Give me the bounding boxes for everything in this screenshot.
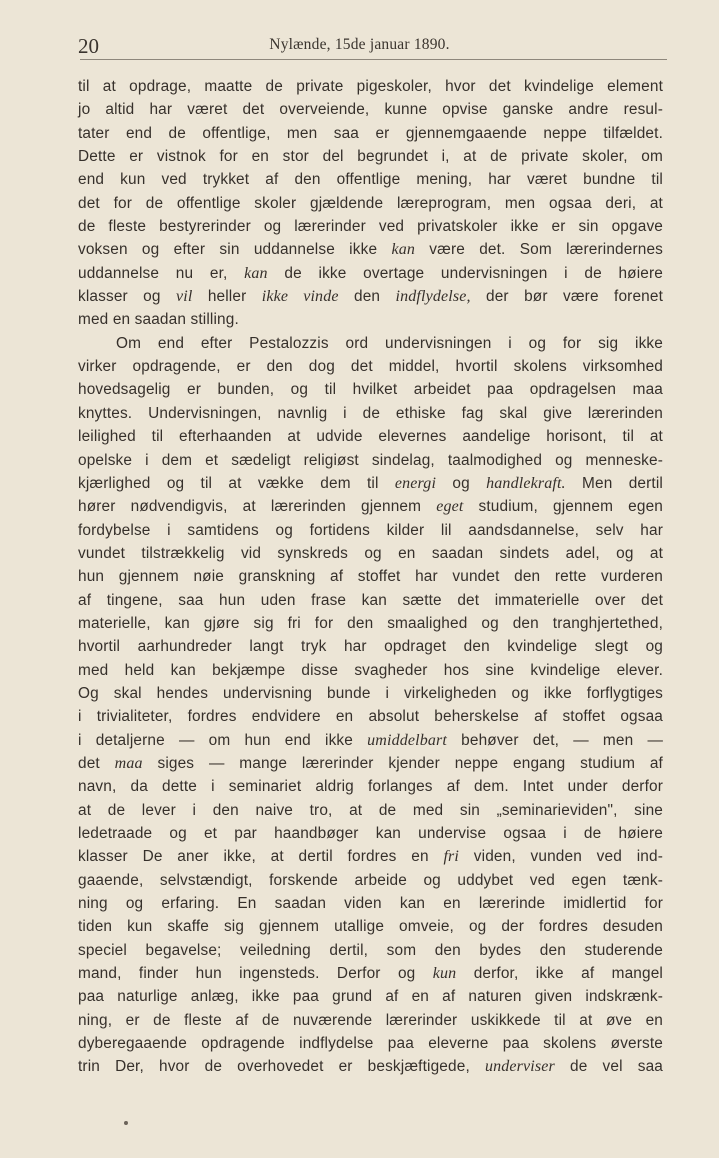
text-span: det bbox=[78, 754, 115, 772]
text-span: materielle, kan gjøre sig fri for den smaalighed og den tranghjertethed, bbox=[78, 614, 663, 632]
text-span: kjærlighed og til at vække dem til bbox=[78, 474, 395, 492]
text-span: leilighed til efterhaanden at udvide elevernes aandelige horisont, til at bbox=[78, 428, 663, 446]
text-span: mand, finder hun ingensteds. Derfor og bbox=[78, 965, 433, 983]
italic-span: umiddelbart bbox=[367, 731, 448, 749]
text-line bbox=[78, 985, 663, 1008]
text-span: i trivialiteter, fordres endvidere en absolut beherskelse af stoffet ogsaa bbox=[78, 708, 663, 726]
text-line bbox=[78, 565, 663, 588]
text-line bbox=[78, 542, 663, 565]
text-span: jo altid har været det overveiende, kunne opvise ganske andre resul- bbox=[78, 101, 663, 119]
text-span: i detaljerne — om hun end ikke bbox=[78, 731, 368, 749]
text-span: Om end efter Pestalozzis ord undervisningen i og for sig ikke bbox=[116, 334, 663, 352]
text-span: navn, da dette i seminariet aldrig forlanges af dem. Intet under derfor bbox=[78, 778, 663, 796]
text-span: der bør være forenet bbox=[470, 288, 663, 306]
text-span: fordybelse i samtidens og fortidens kilder lil aandsdannelse, selv har bbox=[78, 521, 663, 539]
text-span: ning og erfaring. En saadan viden kan en lærerinde imidlertid for bbox=[78, 895, 663, 913]
text-span: gaaende, selvstændigt, forskende arbeide og uddybet ved egen tænk- bbox=[78, 871, 663, 889]
italic-span: vil bbox=[175, 288, 193, 306]
text-line bbox=[78, 752, 663, 775]
text-span: dyberegaaende opdragende indflydelse paa eleverne paa skolens øverste bbox=[78, 1035, 663, 1053]
text-line bbox=[78, 98, 663, 121]
text-span: behøver det, — men — bbox=[447, 731, 663, 749]
italic-span: underviser bbox=[484, 1058, 555, 1076]
text-line bbox=[78, 192, 663, 215]
text-line bbox=[78, 378, 663, 401]
text-line bbox=[78, 425, 663, 448]
italic-span: indflydelse, bbox=[395, 288, 471, 306]
text-span: Og skal hendes undervisning bunde i virkeligheden og ikke forflygtiges bbox=[78, 684, 663, 702]
text-line bbox=[78, 845, 663, 868]
text-span: med en saadan stilling. bbox=[78, 311, 239, 329]
text-span: uddannelse nu er, bbox=[78, 264, 245, 282]
text-span: voksen og efter sin uddannelse ikke bbox=[78, 241, 392, 259]
text-span: den bbox=[338, 288, 396, 306]
text-line bbox=[78, 308, 663, 331]
text-span: af tingene, saa hun uden frase kan sætte det immaterielle over det bbox=[78, 591, 663, 609]
text-span: de ikke overtage undervisningen i de høiere bbox=[267, 264, 663, 282]
text-line bbox=[78, 495, 663, 518]
text-span: de vel saa bbox=[554, 1058, 663, 1076]
text-line bbox=[78, 238, 663, 261]
text-line bbox=[78, 519, 663, 542]
italic-span: ikke vinde bbox=[261, 288, 339, 306]
text-line bbox=[78, 1055, 663, 1078]
italic-span: energi bbox=[394, 474, 437, 492]
italic-span: fri bbox=[443, 848, 460, 866]
text-span: vundet tilstrækkelig vid synskreds og en saadan sindets adel, og at bbox=[78, 544, 663, 562]
text-line bbox=[78, 705, 663, 728]
text-line bbox=[78, 1009, 663, 1032]
text-line bbox=[78, 1032, 663, 1055]
text-line bbox=[78, 285, 663, 308]
italic-span: handlekraft. bbox=[486, 474, 566, 492]
text-span: virker opdragende, er den dog det middel, hvortil skolens virksomhed bbox=[78, 358, 663, 376]
italic-span: maa bbox=[114, 754, 143, 772]
text-span: siges — mange lærerinder kjender neppe engang studium af bbox=[142, 754, 663, 772]
text-line bbox=[78, 355, 663, 378]
text-line bbox=[78, 75, 663, 98]
text-span: studium, gjennem egen bbox=[463, 498, 663, 516]
text-span: speciel begavelse; veiledning dertil, som den bydes den studerende bbox=[78, 941, 663, 959]
text-span: hun gjennem nøie granskning af stoffet har vundet den rette vurderen bbox=[78, 568, 663, 586]
italic-span: kun bbox=[432, 965, 457, 983]
text-span: Dette er vistnok for en stor del begrundet i, at de private skoler, om bbox=[78, 148, 663, 166]
text-span: opelske i dem et sædeligt religiøst sindelag, taalmodighed og menneske- bbox=[78, 451, 663, 469]
text-line bbox=[78, 915, 663, 938]
italic-span: eget bbox=[436, 498, 464, 516]
running-head: Nylænde, 15de januar 1890. bbox=[269, 36, 450, 53]
text-span: heller bbox=[192, 288, 262, 306]
text-line bbox=[78, 822, 663, 845]
text-line bbox=[78, 775, 663, 798]
text-span: ning, er de fleste af de nuværende lærerinder uskikkede til at øve en bbox=[78, 1011, 663, 1029]
body-text bbox=[78, 75, 663, 1079]
text-line bbox=[78, 449, 663, 472]
text-span: at de lever i den naive tro, at de med sin „seminarieviden", sine bbox=[78, 801, 663, 819]
text-span: paa naturlige anlæg, ikke paa grund af en af naturen given indskrænk- bbox=[78, 988, 663, 1006]
text-span: derfor, ikke af mangel bbox=[456, 965, 663, 983]
text-line bbox=[78, 589, 663, 612]
text-line bbox=[78, 402, 663, 425]
italic-span: kan bbox=[391, 241, 415, 259]
text-line bbox=[78, 215, 663, 238]
text-line bbox=[78, 262, 663, 285]
text-span: klasser og bbox=[78, 288, 176, 306]
text-line bbox=[78, 332, 663, 355]
text-span: trin Der, hvor de overhovedet er beskjæftigede, bbox=[78, 1058, 485, 1076]
text-span: det for de offentlige skoler gjældende læreprogram, men ogsaa deri, at bbox=[78, 194, 663, 212]
text-line bbox=[78, 799, 663, 822]
text-line bbox=[78, 145, 663, 168]
text-line bbox=[78, 612, 663, 635]
text-span: tater end de offentlige, men saa er gjennemgaaende neppe tilfældet. bbox=[78, 124, 663, 142]
text-span: tiden kun skaffe sig gjennem utallige omveie, og der fordres desuden bbox=[78, 918, 663, 936]
italic-span: kan bbox=[244, 264, 268, 282]
header-rule bbox=[80, 59, 667, 60]
ink-speck bbox=[124, 1121, 128, 1125]
text-line bbox=[78, 962, 663, 985]
text-span: til at opdrage, maatte de private pigeskoler, hvor det kvindelige element bbox=[78, 78, 663, 95]
text-span: hvortil aarhundreder langt tryk har opdraget den kvindelige slegt og bbox=[78, 638, 663, 656]
text-line bbox=[78, 659, 663, 682]
text-span: hører nødvendigvis, at lærerinden gjennem bbox=[78, 498, 437, 516]
text-line bbox=[78, 869, 663, 892]
text-span: Men dertil bbox=[565, 474, 663, 492]
text-line bbox=[78, 122, 663, 145]
text-span: knyttes. Undervisningen, navnlig i de ethiske fag skal give lærerinden bbox=[78, 404, 663, 422]
text-span: klasser De aner ikke, at dertil fordres en bbox=[78, 848, 444, 866]
page-number: 20 bbox=[78, 34, 99, 58]
text-line bbox=[78, 892, 663, 915]
text-span: med held kan bekjæmpe disse svagheder hos sine kvindelige elever. bbox=[78, 661, 663, 679]
text-line bbox=[78, 472, 663, 495]
text-line bbox=[78, 939, 663, 962]
text-span: ledetraade og et par haandbøger kan undervise ogsaa i de høiere bbox=[78, 825, 663, 842]
text-line bbox=[78, 729, 663, 752]
text-span: hovedsagelig er bunden, og til hvilket arbeidet paa opdragelsen maa bbox=[78, 381, 663, 399]
text-line bbox=[78, 682, 663, 705]
text-span: være det. Som lærerindernes bbox=[415, 241, 664, 259]
text-span: og bbox=[436, 474, 487, 492]
text-span: end kun ved trykket af den offentlige mening, har været bundne til bbox=[78, 171, 663, 189]
text-span: de fleste bestyrerinder og lærerinder ved privatskoler ikke er sin opgave bbox=[78, 218, 663, 236]
text-line bbox=[78, 635, 663, 658]
text-span: viden, vunden ved ind- bbox=[459, 848, 663, 866]
text-line bbox=[78, 168, 663, 191]
